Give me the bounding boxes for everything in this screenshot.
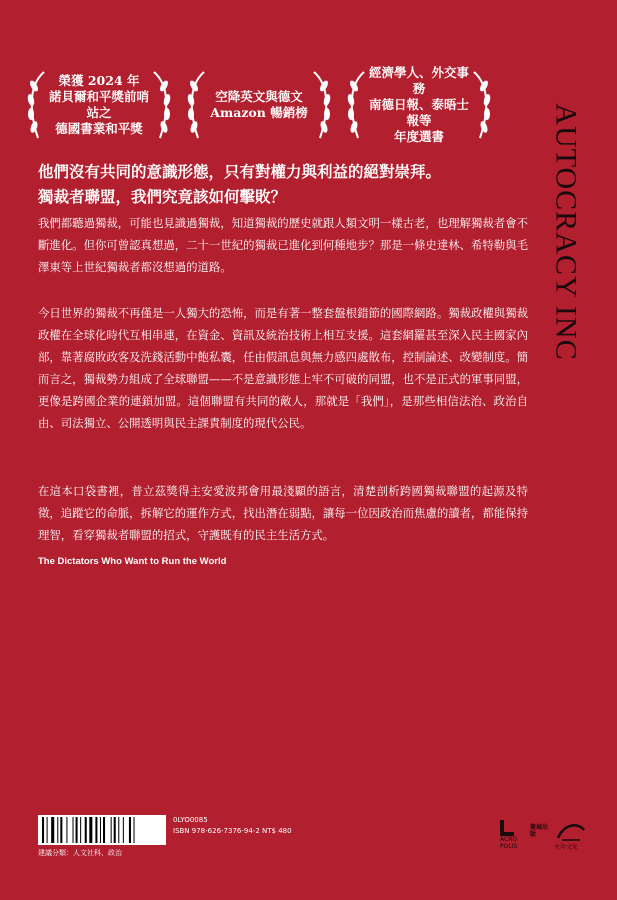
publisher-logos: [500, 820, 590, 860]
award-2: [184, 60, 334, 150]
paragraph-1: 我們都聽過獨裁，可能也見識過獨裁，知道獨裁的歷史就跟人類文明一樣古老，也理解獨裁者會不斷進化。但你可曾認真想過，二十一世紀的獨裁已進化到何種地步？那是一條史達林、希特勒與毛澤東等上世紀獨裁者都沒想過的道路。: [38, 216, 528, 274]
laurel-right-icon: [468, 68, 494, 142]
zuoan-mark-icon: [554, 820, 588, 842]
weicheng-logo: 衛城出版: [530, 824, 549, 838]
laurel-left-icon: [344, 68, 370, 142]
laurel-right-icon: [148, 68, 174, 142]
zuoan-logo: 左岸文化: [554, 820, 590, 851]
tagline: [38, 160, 538, 210]
award-3: [344, 60, 494, 150]
laurel-left-icon: [184, 68, 210, 142]
barcode: [38, 815, 166, 845]
laurel-right-icon: [308, 68, 334, 142]
acropolis-mark-icon: [500, 820, 514, 836]
book-info: [173, 815, 292, 837]
paragraph-3: 在這本口袋書裡，普立茲獎得主安愛波邦會用最淺顯的語言，清楚剖析跨國獨裁聯盟的起源及特徵，追蹤它的命脈，拆解它的運作方式，找出潛在弱點，讓每一位因政治而焦慮的讀者，都能保持理智，看穿獨裁者聯盟的招式，守護既有的民主生活方式。: [38, 484, 528, 542]
acropolis-logo: ACRO POLIS: [500, 820, 522, 850]
award-text: 空降英文與德文 Amazon 暢銷榜: [210, 89, 308, 120]
spine-title: [548, 72, 584, 392]
barcode-icon: [41, 817, 163, 843]
book-code: 0LYO0085: [173, 816, 208, 824]
tagline-line-2: 獨裁者聯盟，我們究竟該如何擊敗？: [38, 188, 287, 206]
tagline-line-1: 他們沒有共同的意識形態，只有對權力與利益的絕對崇拜。: [38, 163, 442, 181]
award-text: 經濟學人、外交事務 南德日報、泰晤士報等 年度選書: [368, 65, 469, 144]
spine-title-text: AUTOCRACY INC: [550, 103, 584, 361]
isbn-line: ISBN 978-626-7376-94-2 NT$ 480: [173, 827, 292, 835]
laurel-left-icon: [24, 68, 50, 142]
award-1: [24, 60, 174, 150]
awards-row: [24, 60, 494, 150]
english-subtitle: The Dictators Who Want to Run the World: [38, 556, 227, 567]
award-text: 榮獲 2024 年 諾貝爾和平獎前哨站之 德國書業和平獎: [48, 73, 149, 136]
paragraph-2: 今日世界的獨裁不再僅是一人獨大的恐怖，而是有著一整套盤根錯節的國際網路。獨裁政權與獨裁政權在全球化時代互相串連，在資金、資訊及統治技術上相互支援。這套網羅甚至深入民主國家內部，靠著腐敗政客及洗錢活動中飽私囊，任由假訊息與無力感四處散布，控制論述、改變制度。簡而言之，獨裁勢力組成了全球聯盟——不是意識形態上牢不可破的同盟，也不是正式的軍事同盟，更像是跨國企業的連鎖加盟。這個聯盟有共同的敵人，那就是「我們」，是那些相信法治、政治自由、司法獨立、公開透明與民主課責制度的現代公民。: [38, 306, 528, 430]
category-label: 建議分類：人文社科、政治: [38, 849, 122, 857]
